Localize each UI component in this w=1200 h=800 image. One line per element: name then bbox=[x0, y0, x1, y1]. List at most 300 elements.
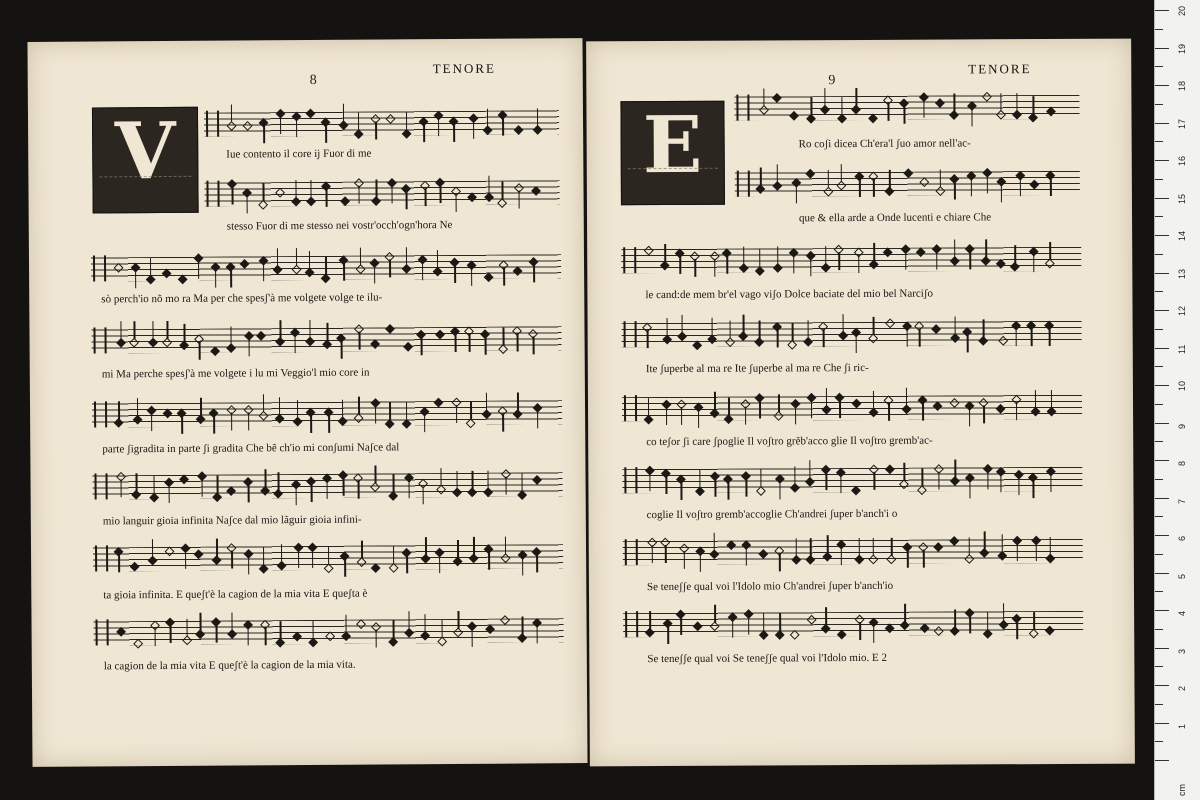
note-stem bbox=[1015, 328, 1017, 346]
note-stem bbox=[152, 539, 154, 557]
note-stem bbox=[811, 97, 813, 115]
note-stem bbox=[456, 405, 458, 423]
note-stem bbox=[970, 178, 972, 196]
note-stem bbox=[810, 538, 812, 556]
note-stem bbox=[533, 264, 535, 282]
note-stem bbox=[826, 472, 828, 490]
note-stem bbox=[213, 416, 215, 434]
note-stem bbox=[823, 329, 825, 347]
note-stem bbox=[505, 477, 507, 495]
note-stem bbox=[326, 189, 328, 207]
note-stem bbox=[296, 248, 298, 266]
note-stem bbox=[361, 541, 363, 559]
note-stem bbox=[263, 394, 265, 412]
note-stem bbox=[729, 321, 731, 339]
staff bbox=[622, 389, 1082, 419]
ruler-number: 3 bbox=[1177, 648, 1187, 654]
note-stem bbox=[341, 341, 343, 359]
note-stem bbox=[969, 480, 971, 498]
note-stem bbox=[650, 611, 652, 629]
note-stem bbox=[700, 554, 702, 572]
note-stem bbox=[502, 118, 504, 136]
note-stem bbox=[375, 630, 377, 648]
note-stem bbox=[536, 625, 538, 643]
note-stem bbox=[118, 554, 120, 572]
note-stem bbox=[231, 613, 233, 631]
note-stem bbox=[154, 628, 156, 646]
note-stem bbox=[389, 402, 391, 420]
note-stem bbox=[679, 256, 681, 274]
note-stem bbox=[279, 397, 281, 415]
lyric-line: coglie Il voʃtro gremb'accoglie Ch'andrei ʃuper b'anch'i o bbox=[646, 507, 898, 522]
note-stem bbox=[393, 474, 395, 492]
note-stem bbox=[278, 472, 280, 490]
note-stem bbox=[502, 182, 504, 200]
note-stem bbox=[200, 613, 202, 631]
note-stem bbox=[281, 544, 283, 562]
note-stem bbox=[263, 263, 265, 281]
note-stem bbox=[375, 406, 377, 424]
note-stem bbox=[503, 268, 505, 286]
note-stem bbox=[521, 473, 523, 491]
note-stem bbox=[375, 466, 377, 484]
note-stem bbox=[793, 255, 795, 273]
note-stem bbox=[423, 486, 425, 504]
note-stem bbox=[167, 321, 169, 339]
note-stem bbox=[714, 392, 716, 410]
note-stem bbox=[763, 614, 765, 632]
note-stem bbox=[647, 330, 649, 348]
note-stem bbox=[954, 610, 956, 628]
ruler-tick bbox=[1155, 385, 1169, 386]
note-stem bbox=[858, 538, 860, 556]
ruler-number: 11 bbox=[1177, 344, 1187, 354]
right-page bbox=[586, 39, 1135, 767]
note-stem bbox=[505, 537, 507, 555]
note-stem bbox=[454, 265, 456, 283]
note-stem bbox=[295, 487, 297, 505]
lyric-line: mi Ma perche spesʃ'à me volgete i lu mi Veggio'l mio core in bbox=[101, 366, 370, 381]
note-stem bbox=[651, 545, 653, 563]
note-stem bbox=[711, 318, 713, 336]
note-stem bbox=[198, 261, 200, 279]
note-stem bbox=[714, 533, 716, 551]
note-stem bbox=[406, 402, 408, 420]
note-stem bbox=[891, 538, 893, 556]
note-stem bbox=[168, 485, 170, 503]
note-stem bbox=[277, 248, 279, 266]
lyric-line: sò perch'io nõ mo ra Ma per che spesʃ'à me volgete volge te ilu- bbox=[101, 291, 383, 306]
note-stem bbox=[760, 470, 762, 488]
ruler-tick bbox=[1155, 610, 1169, 611]
ruler-tick bbox=[1155, 66, 1163, 67]
note-stem bbox=[312, 550, 314, 568]
note-stem bbox=[780, 613, 782, 631]
ruler-tick bbox=[1155, 498, 1169, 499]
note-stem bbox=[440, 468, 442, 486]
note-stem bbox=[795, 538, 797, 556]
note-stem bbox=[859, 622, 861, 640]
staff bbox=[204, 104, 559, 134]
note-stem bbox=[217, 476, 219, 494]
note-stem bbox=[748, 617, 750, 635]
note-stem bbox=[517, 393, 519, 411]
note-stem bbox=[1016, 93, 1018, 111]
note-stem bbox=[230, 270, 232, 288]
note-stem bbox=[374, 266, 376, 284]
note-stem bbox=[453, 124, 455, 142]
note-stem bbox=[1000, 474, 1002, 492]
note-stem bbox=[470, 402, 472, 420]
note-stem bbox=[424, 614, 426, 632]
note-stem bbox=[905, 252, 907, 270]
note-stem bbox=[665, 244, 667, 262]
lyric-line: Se teneʃʃe qual voi Se teneʃʃe qual voi l'Idolo mio. E 2 bbox=[647, 651, 888, 666]
note-stem bbox=[312, 621, 314, 639]
note-stem bbox=[231, 105, 233, 123]
note-stem bbox=[297, 400, 299, 418]
note-stem bbox=[150, 258, 152, 276]
note-stem bbox=[1050, 537, 1052, 555]
note-stem bbox=[1003, 603, 1005, 621]
ruler-tick bbox=[1155, 310, 1169, 311]
note-stem bbox=[825, 246, 827, 264]
note-stem bbox=[488, 552, 490, 570]
staff bbox=[623, 605, 1083, 635]
note-stem bbox=[967, 334, 969, 352]
note-stem bbox=[422, 262, 424, 280]
ruler-number: 2 bbox=[1177, 685, 1187, 691]
ruler-tick bbox=[1155, 479, 1163, 480]
note-stem bbox=[199, 342, 201, 360]
note-stem bbox=[745, 548, 747, 566]
note-stem bbox=[406, 247, 408, 265]
note-stem bbox=[1050, 178, 1052, 196]
note-stem bbox=[295, 180, 297, 198]
note-stem bbox=[537, 108, 539, 126]
note-stem bbox=[406, 112, 408, 130]
ruler-tick bbox=[1155, 273, 1169, 274]
note-stem bbox=[680, 617, 682, 635]
note-stem bbox=[296, 119, 298, 137]
note-stem bbox=[777, 329, 779, 347]
note-stem bbox=[855, 88, 857, 106]
ruler-tick bbox=[1155, 291, 1163, 292]
note-stem bbox=[471, 629, 473, 647]
staff bbox=[204, 174, 559, 204]
note-stem bbox=[201, 479, 203, 497]
ruler-tick bbox=[1155, 648, 1169, 649]
note-stem bbox=[375, 122, 377, 140]
note-stem bbox=[743, 247, 745, 265]
note-stem bbox=[759, 250, 761, 268]
note-stem bbox=[954, 182, 956, 200]
note-stem bbox=[811, 400, 813, 418]
note-stem bbox=[1017, 543, 1019, 561]
note-stem bbox=[458, 611, 460, 629]
note-stem bbox=[668, 626, 670, 644]
ruler-tick bbox=[1155, 741, 1163, 742]
ruler-tick bbox=[1155, 591, 1163, 592]
note-stem bbox=[666, 476, 668, 494]
ruler-tick bbox=[1155, 516, 1163, 517]
note-stem bbox=[406, 555, 408, 573]
note-stem bbox=[298, 550, 300, 568]
note-stem bbox=[248, 484, 250, 502]
note-stem bbox=[826, 388, 828, 406]
note-stem bbox=[779, 481, 781, 499]
note-stem bbox=[502, 414, 504, 432]
staff bbox=[92, 466, 562, 497]
ruler-tick bbox=[1155, 198, 1169, 199]
lyric-line: Ite ʃuperbe al ma re Ite ʃuperbe al ma re Che ʃi ric- bbox=[645, 361, 869, 376]
note-stem bbox=[522, 557, 524, 575]
ruler-tick bbox=[1155, 723, 1169, 724]
note-stem bbox=[873, 179, 875, 197]
note-stem bbox=[327, 323, 329, 341]
note-stem bbox=[824, 88, 826, 106]
note-stem bbox=[310, 180, 312, 198]
note-stem bbox=[248, 412, 250, 430]
lyric-line: Ro coʃi dicea Ch'era'l ʃuo amor nell'ac- bbox=[798, 137, 971, 151]
note-stem bbox=[906, 329, 908, 347]
note-stem bbox=[1033, 254, 1035, 272]
woodcut-ornament bbox=[628, 168, 718, 199]
note-stem bbox=[954, 94, 956, 112]
note-stem bbox=[486, 393, 488, 411]
note-stem bbox=[343, 478, 345, 496]
note-stem bbox=[184, 324, 186, 342]
ruler-tick bbox=[1155, 404, 1163, 405]
note-stem bbox=[248, 627, 250, 645]
note-stem bbox=[487, 471, 489, 489]
note-stem bbox=[151, 413, 153, 431]
note-stem bbox=[1051, 390, 1053, 408]
note-stem bbox=[985, 239, 987, 257]
note-stem bbox=[969, 537, 971, 555]
note-stem bbox=[265, 469, 267, 487]
note-stem bbox=[455, 334, 457, 352]
ruler-number: 13 bbox=[1177, 268, 1187, 279]
note-stem bbox=[969, 251, 971, 269]
ruler-tick bbox=[1155, 85, 1169, 86]
ruler-number: 9 bbox=[1177, 423, 1187, 429]
ruler-tick bbox=[1155, 123, 1169, 124]
note-stem bbox=[888, 403, 890, 421]
note-stem bbox=[681, 482, 683, 500]
note-stem bbox=[839, 400, 841, 418]
ruler-number: 6 bbox=[1177, 535, 1187, 541]
note-stem bbox=[326, 481, 328, 499]
note-stem bbox=[714, 259, 716, 277]
note-stem bbox=[827, 535, 829, 553]
note-stem bbox=[503, 328, 505, 346]
note-stem bbox=[343, 263, 345, 281]
note-stem bbox=[232, 187, 234, 205]
note-stem bbox=[118, 401, 120, 419]
staff bbox=[623, 533, 1083, 563]
note-stem bbox=[759, 401, 761, 419]
staff bbox=[734, 89, 1079, 119]
note-stem bbox=[457, 540, 459, 558]
note-stem bbox=[488, 176, 490, 194]
note-stem bbox=[840, 164, 842, 182]
note-stem bbox=[922, 403, 924, 421]
note-stem bbox=[153, 476, 155, 494]
note-stem bbox=[759, 321, 761, 339]
note-stem bbox=[421, 337, 423, 355]
note-stem bbox=[231, 551, 233, 569]
note-stem bbox=[728, 482, 730, 500]
ruler-number: 17 bbox=[1177, 118, 1187, 129]
note-stem bbox=[1049, 242, 1051, 260]
note-stem bbox=[983, 319, 985, 337]
ruler-tick bbox=[1155, 254, 1163, 255]
note-stem bbox=[329, 415, 331, 433]
note-stem bbox=[666, 318, 668, 336]
note-stem bbox=[807, 320, 809, 338]
note-stem bbox=[359, 332, 361, 350]
note-stem bbox=[1035, 543, 1037, 561]
note-stem bbox=[265, 627, 267, 645]
note-stem bbox=[425, 188, 427, 206]
note-stem bbox=[841, 97, 843, 115]
page-number-left: 8 bbox=[309, 72, 317, 88]
note-stem bbox=[827, 170, 829, 188]
note-stem bbox=[1033, 480, 1035, 498]
note-stem bbox=[389, 259, 391, 277]
note-stem bbox=[1015, 245, 1017, 263]
staff bbox=[93, 538, 563, 569]
staff bbox=[91, 320, 561, 351]
note-stem bbox=[425, 537, 427, 555]
note-stem bbox=[533, 336, 535, 354]
note-stem bbox=[1002, 534, 1004, 552]
note-stem bbox=[182, 416, 184, 434]
note-stem bbox=[779, 553, 781, 571]
note-stem bbox=[874, 472, 876, 490]
note-stem bbox=[185, 551, 187, 569]
note-stem bbox=[200, 398, 202, 416]
ruler-tick bbox=[1155, 460, 1169, 461]
note-stem bbox=[969, 408, 971, 426]
note-stem bbox=[648, 398, 650, 416]
note-stem bbox=[1031, 328, 1033, 346]
note-stem bbox=[698, 410, 700, 428]
initial-woodcut-right bbox=[620, 101, 725, 206]
lyric-line: parte ʃigradita in parte ʃi gradita Che bẽ ch'io mi conʃumi Naʃce dal bbox=[102, 441, 400, 456]
note-stem bbox=[743, 315, 745, 333]
note-stem bbox=[907, 550, 909, 568]
ruler-number: 5 bbox=[1177, 573, 1187, 579]
note-stem bbox=[517, 334, 519, 352]
measurement-ruler bbox=[1154, 0, 1200, 800]
ruler-tick bbox=[1155, 104, 1163, 105]
ruler-number: 4 bbox=[1177, 610, 1187, 616]
note-stem bbox=[120, 479, 122, 497]
ruler-number: 10 bbox=[1177, 380, 1187, 391]
note-stem bbox=[745, 407, 747, 425]
ruler-tick bbox=[1155, 48, 1169, 49]
lyric-line: que & ella arde a Onde lucenti e chiare Che bbox=[799, 211, 992, 225]
note-stem bbox=[873, 243, 875, 261]
note-stem bbox=[263, 183, 265, 201]
note-stem bbox=[537, 410, 539, 428]
note-stem bbox=[152, 321, 154, 339]
lyric-line: la cagion de la mia vita E queʃt'è la cagion de la mia vita. bbox=[103, 658, 356, 673]
lyric-line: stesso Fuor di me stesso nei vostr'occh'ogn'hora Ne bbox=[226, 218, 453, 233]
ruler-number: 18 bbox=[1177, 80, 1187, 91]
note-stem bbox=[485, 337, 487, 355]
note-stem bbox=[1050, 474, 1052, 492]
note-stem bbox=[923, 550, 925, 568]
note-stem bbox=[969, 615, 971, 633]
note-stem bbox=[310, 415, 312, 433]
note-stem bbox=[120, 321, 122, 339]
note-stem bbox=[1019, 178, 1021, 196]
note-stem bbox=[839, 252, 841, 270]
note-stem bbox=[439, 555, 441, 573]
ruler-tick bbox=[1155, 179, 1163, 180]
note-stem bbox=[760, 168, 762, 186]
lyric-line: ta gioia infinita. E queʃt'è la cagion de la mia vita E queʃta è bbox=[103, 587, 368, 602]
note-stem bbox=[358, 113, 360, 131]
note-stem bbox=[873, 317, 875, 335]
note-stem bbox=[424, 414, 426, 432]
note-stem bbox=[471, 268, 473, 286]
note-stem bbox=[906, 388, 908, 406]
note-stem bbox=[408, 611, 410, 629]
note-stem bbox=[987, 175, 989, 193]
note-stem bbox=[826, 607, 828, 625]
note-stem bbox=[872, 538, 874, 556]
note-stem bbox=[840, 547, 842, 565]
note-stem bbox=[135, 270, 137, 288]
note-stem bbox=[406, 191, 408, 209]
woodcut-ornament bbox=[99, 176, 191, 208]
note-stem bbox=[649, 473, 651, 491]
note-stem bbox=[938, 472, 940, 490]
note-stem bbox=[954, 240, 956, 258]
note-stem bbox=[714, 605, 716, 623]
ruler-number: 20 bbox=[1177, 5, 1187, 16]
note-stem bbox=[776, 164, 778, 182]
staff bbox=[621, 241, 1081, 271]
ruler-unit-label: cm bbox=[1177, 784, 1187, 796]
page-header-left: TENORE bbox=[432, 60, 497, 77]
ruler-tick bbox=[1155, 573, 1169, 574]
note-stem bbox=[889, 170, 891, 188]
note-stem bbox=[358, 397, 360, 415]
note-stem bbox=[859, 179, 861, 197]
ruler-number: 15 bbox=[1177, 193, 1187, 204]
note-stem bbox=[170, 625, 172, 643]
note-stem bbox=[309, 251, 311, 269]
note-stem bbox=[344, 559, 346, 577]
note-stem bbox=[888, 103, 890, 121]
note-stem bbox=[727, 256, 729, 274]
note-stem bbox=[904, 463, 906, 481]
initial-woodcut-left bbox=[92, 107, 199, 214]
note-stem bbox=[792, 323, 794, 341]
note-stem bbox=[699, 470, 701, 488]
note-stem bbox=[936, 252, 938, 270]
note-stem bbox=[325, 257, 327, 275]
note-stem bbox=[438, 118, 440, 136]
note-stem bbox=[873, 625, 875, 643]
note-stem bbox=[246, 195, 248, 213]
note-stem bbox=[408, 480, 410, 498]
